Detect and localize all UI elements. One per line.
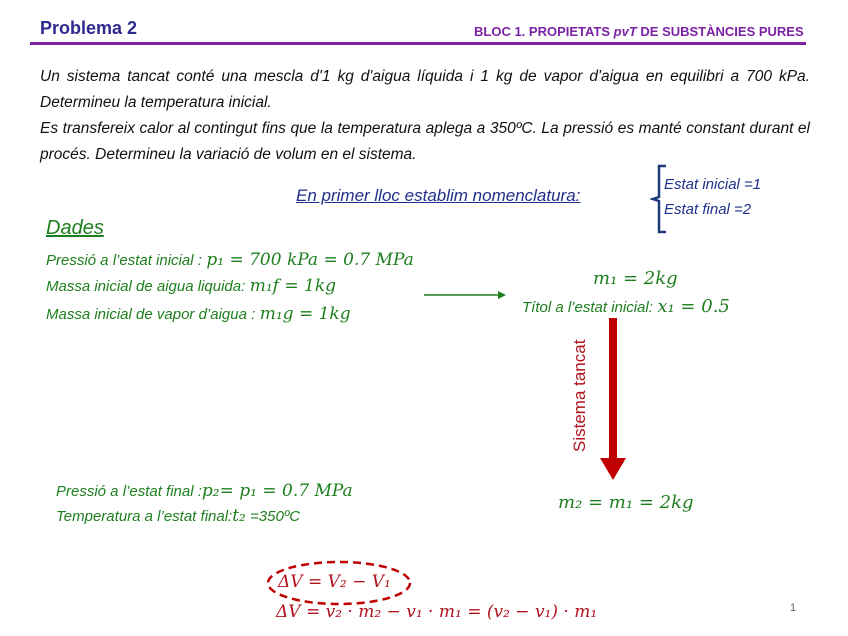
brace-icon — [650, 164, 670, 234]
initial-liquid-mass: Massa inicial de aigua liquida: m₁f = 1kg — [46, 276, 337, 296]
slide-title: Problema 2 — [40, 18, 138, 38]
right-arrow-icon — [424, 288, 506, 302]
statement-paragraph-1: Un sistema tancat conté una mescla d'1 kg d'aigua líquida i 1 kg de vapor d'aigua en equilibri a 700 kPa. Determineu la temperatura inicial. — [40, 68, 810, 111]
closed-system-label: Sistema tancat — [570, 339, 589, 452]
nomenclature-intro: En primer lloc establim nomenclatura: — [296, 186, 581, 205]
nomenclature-final: Estat final =2 — [664, 201, 752, 218]
final-pressure: Pressió a l’estat final :p₂= p₁ = 0.7 MPa — [56, 481, 353, 501]
initial-quality: Títol a l’estat inicial: x₁ = 0.5 — [522, 296, 730, 317]
volume-change-expansion: ΔV = v₂ · m₂ − v₁ · m₁ = (v₂ − v₁) · m₁ — [276, 602, 598, 622]
down-arrow-icon — [598, 318, 628, 482]
total-mass-final: m₂ = m₁ = 2kg — [558, 492, 694, 513]
initial-pressure: Pressió a l’estat inicial : p₁ = 700 kPa = 0.7 MPa — [46, 250, 414, 270]
page-number: 1 — [790, 602, 797, 614]
header-divider — [30, 42, 806, 45]
total-mass-initial: m₁ = 2kg — [593, 268, 678, 289]
initial-vapor-mass: Massa inicial de vapor d’aigua : m₁g = 1kg — [46, 304, 351, 324]
nomenclature-initial: Estat inicial =1 — [664, 176, 762, 193]
volume-change-definition: ΔV = V₂ − V₁ — [278, 572, 391, 592]
statement-paragraph-2: Es transfereix calor al contingut fins que la temperatura aplega a 350ºC. La pressió es manté constant durant el procés. Determineu la variació de volum en el sistema. — [40, 120, 810, 163]
final-temperature: Temperatura a l’estat final:t₂ =350ºC — [56, 506, 301, 526]
dades-title: Dades — [46, 217, 104, 239]
section-header: BLOC 1. PROPIETATS pvT DE SUBSTÀNCIES PURES — [474, 24, 804, 39]
